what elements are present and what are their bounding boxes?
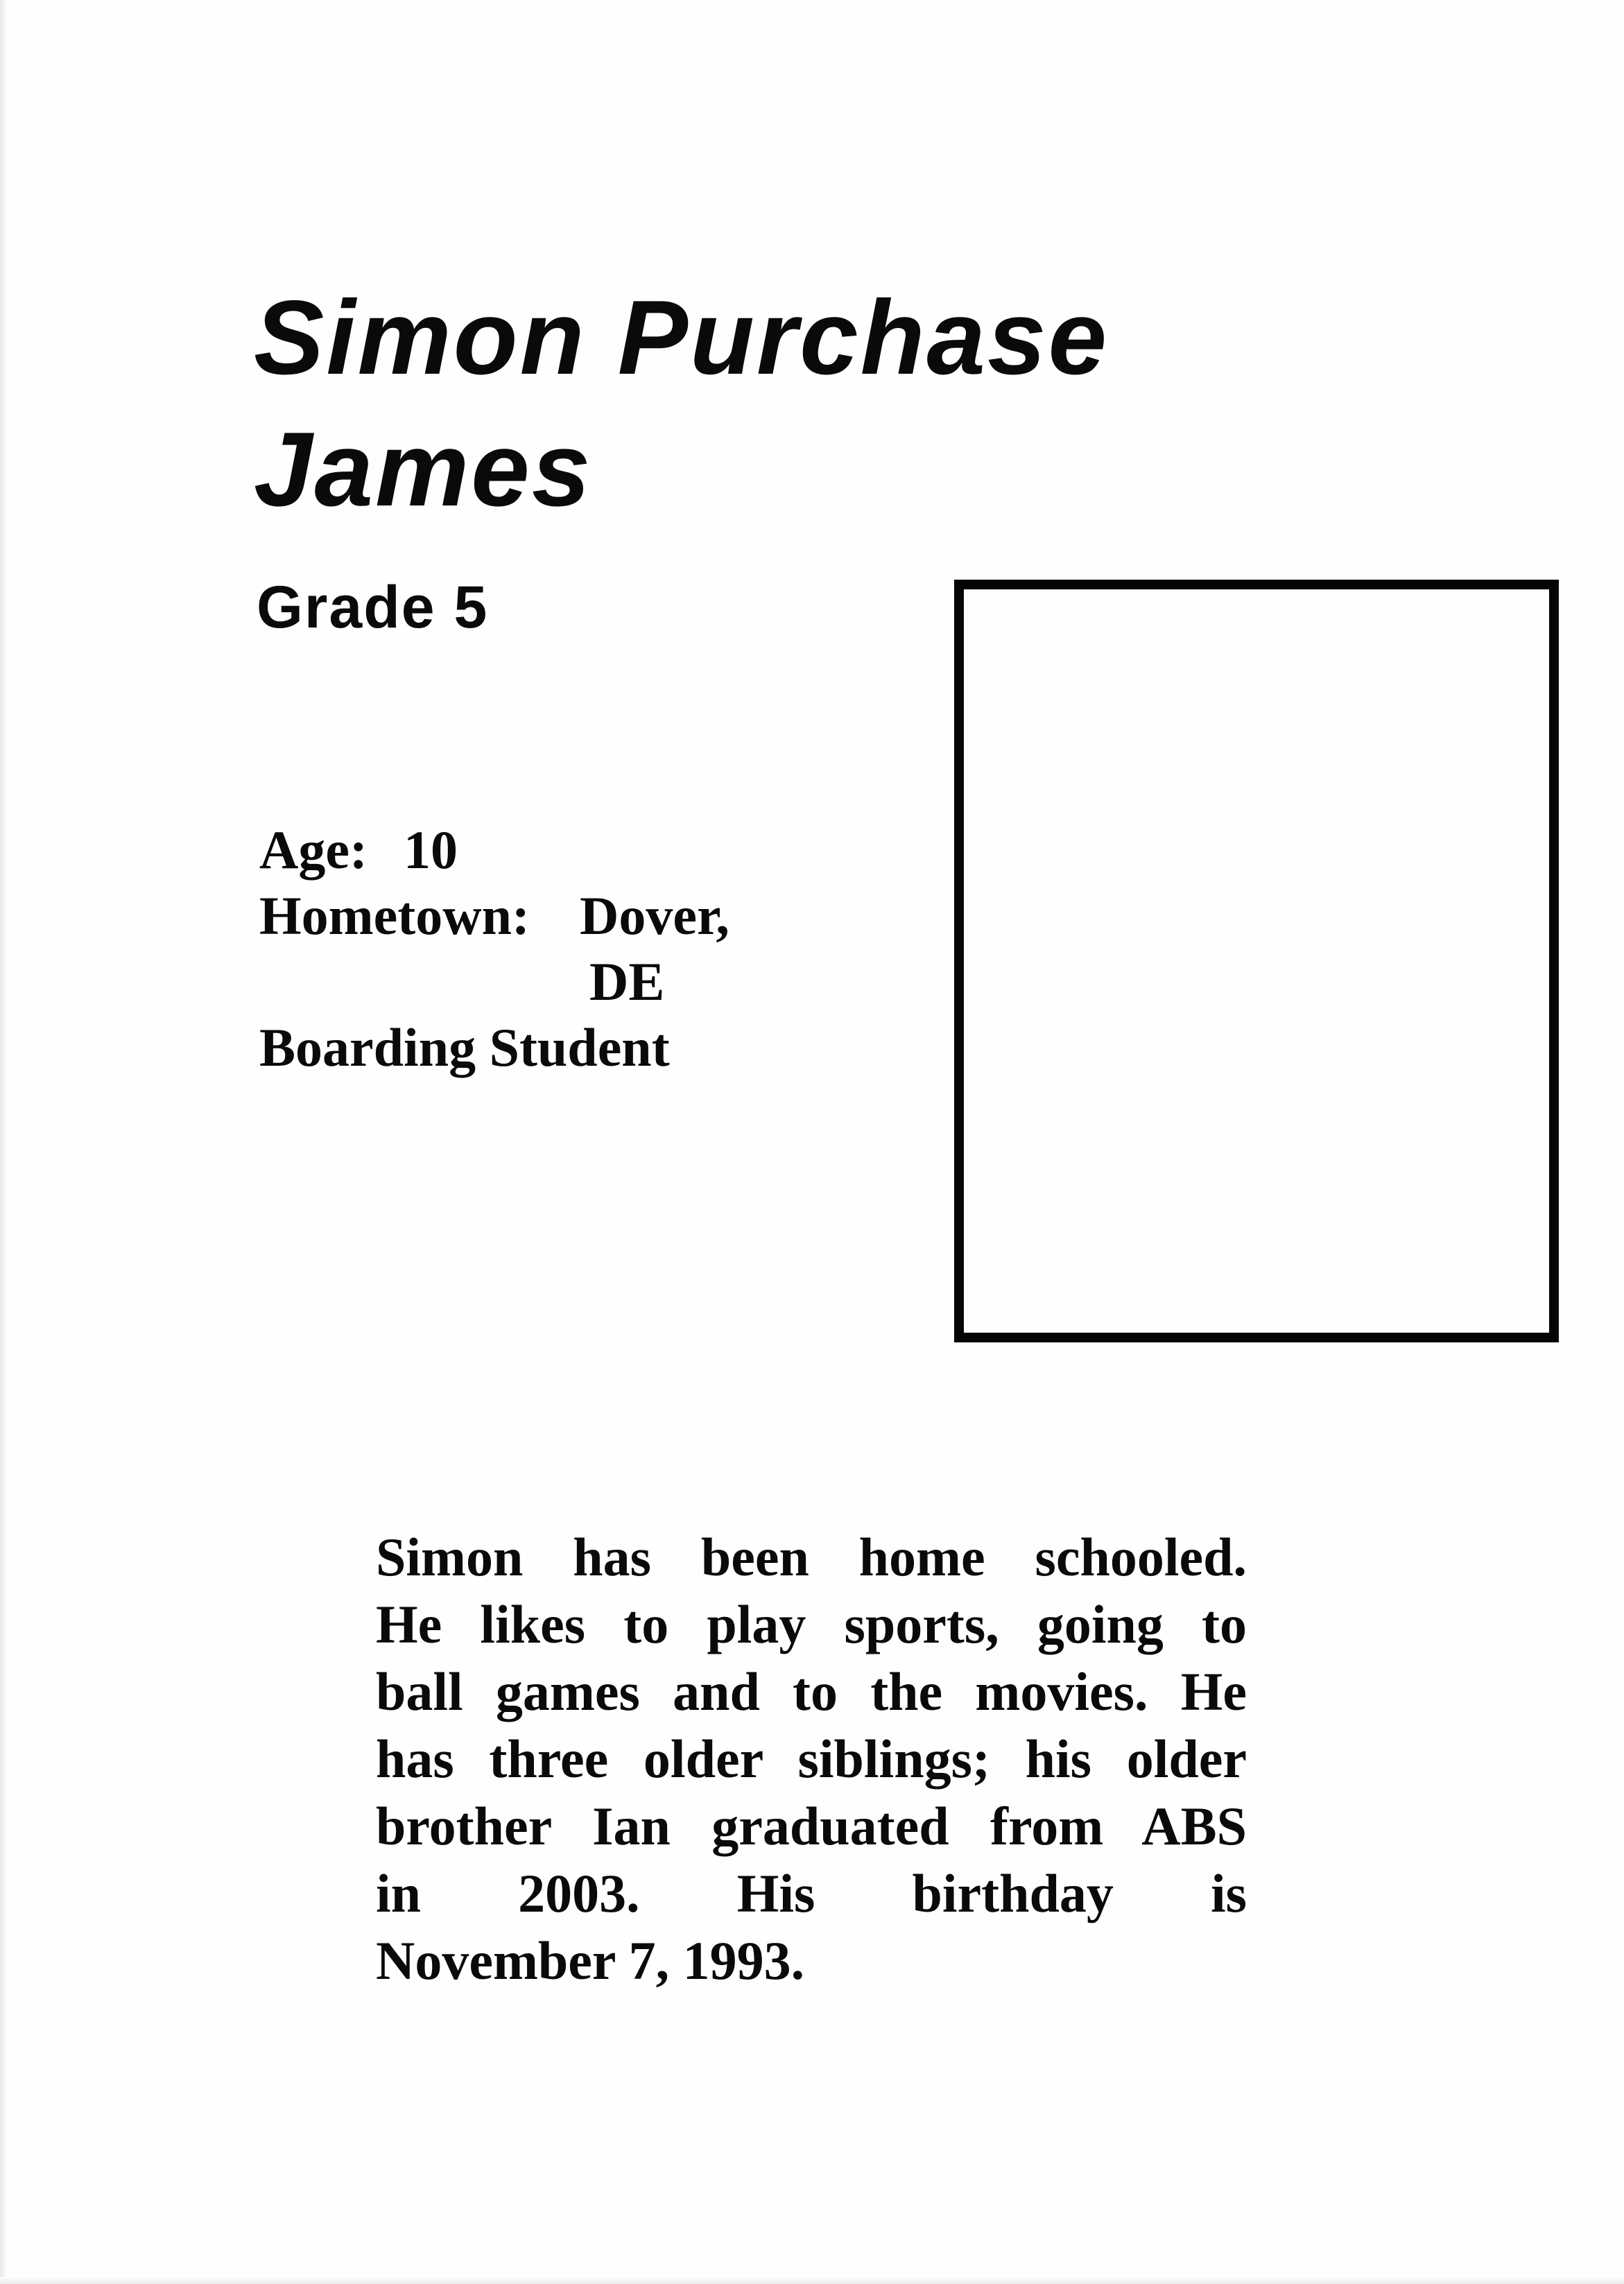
bio-line: Simon has been home schooled. — [376, 1527, 1247, 1587]
hometown-label: Hometown: — [259, 885, 530, 946]
page-edge — [0, 2277, 1624, 2284]
student-name-line-1: Simon Purchase — [254, 279, 1109, 397]
bio-line: He likes to play sports, going to — [376, 1594, 1247, 1654]
hometown-state-row — [259, 949, 953, 1014]
student-name-line-2: James — [254, 410, 593, 528]
bio-line: brother Ian graduated from ABS — [376, 1796, 1247, 1856]
hometown-row — [259, 883, 953, 949]
student-info — [259, 817, 953, 1080]
bio-paragraph — [376, 1523, 1247, 1994]
age-label: Age: — [259, 820, 368, 880]
status-row — [259, 1014, 953, 1080]
bio-line: in 2003. His birthday is — [376, 1863, 1247, 1923]
photo-frame — [954, 580, 1559, 1342]
age-value: 10 — [404, 820, 458, 880]
page-edge — [0, 0, 7, 2284]
student-status: Boarding Student — [259, 1017, 670, 1078]
hometown-state: DE — [589, 951, 665, 1012]
student-name — [254, 272, 1109, 535]
hometown-city: Dover, — [580, 885, 729, 946]
bio-line: November 7, 1993. — [376, 1930, 805, 1991]
grade-heading: Grade 5 — [257, 574, 489, 641]
age-row — [259, 817, 953, 883]
bio-line: ball games and to the movies. He — [376, 1661, 1247, 1722]
bio-line: has three older siblings; his older — [376, 1729, 1247, 1789]
